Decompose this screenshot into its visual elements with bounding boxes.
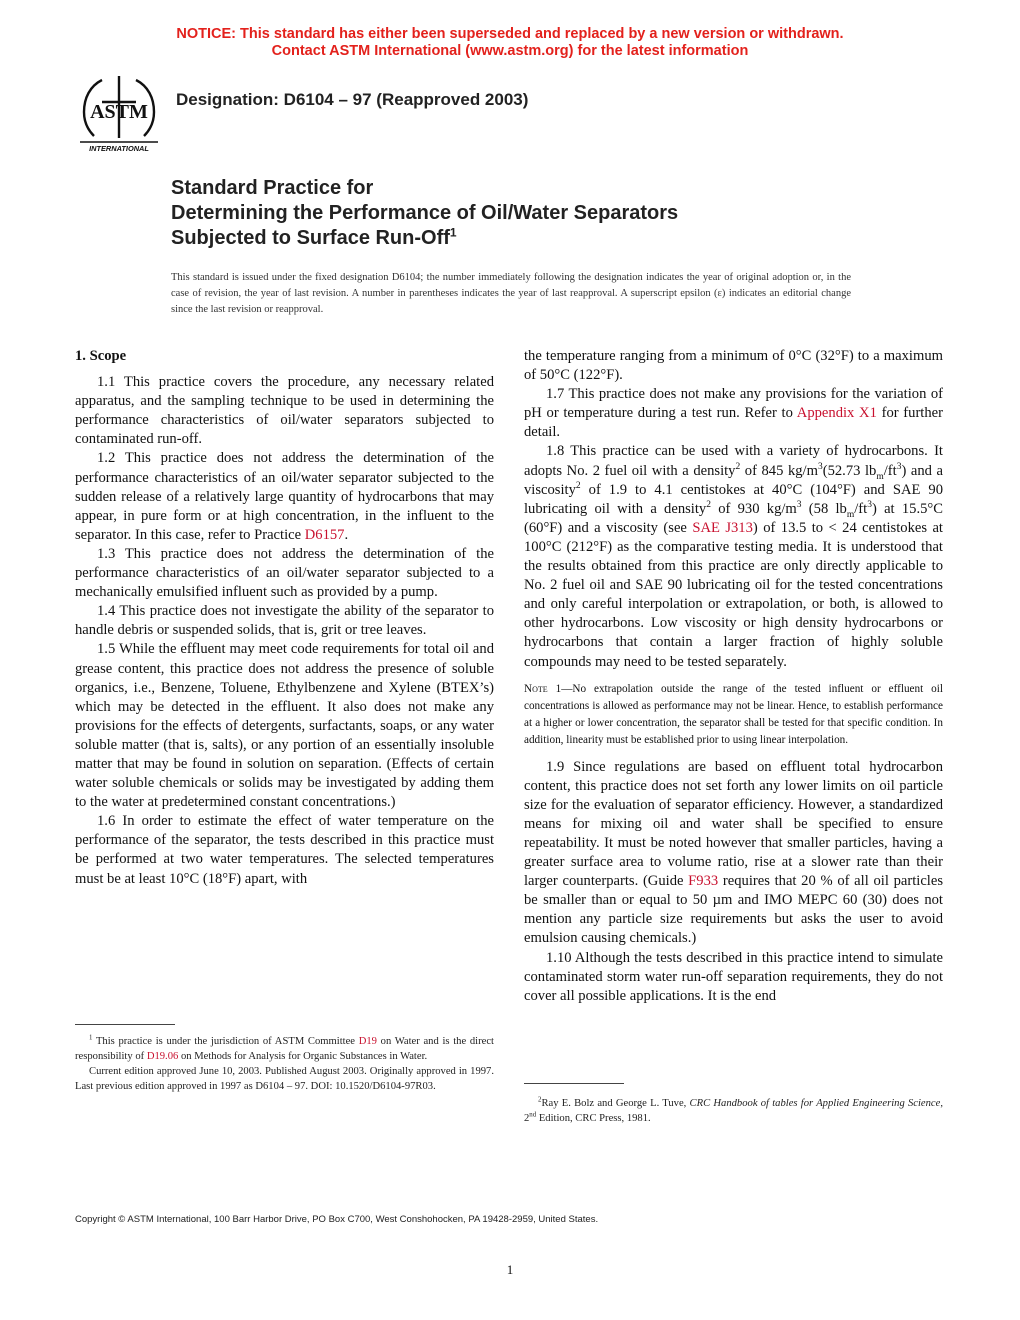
title-line-1: Standard Practice for bbox=[171, 177, 374, 199]
title-line-2: Determining the Performance of Oil/Water Separators bbox=[171, 202, 679, 224]
document-title bbox=[171, 176, 678, 251]
notice-line-1: NOTICE: This standard has either been superseded and replaced by a new version or withdrawn. bbox=[176, 26, 844, 42]
section-heading-scope: 1. Scope bbox=[75, 348, 127, 364]
paragraph-1-4: 1.4 This practice does not investigate the ability of the separator to handle debris or suspended solids, that is, grit or tree leaves. bbox=[75, 603, 494, 639]
link-d19[interactable]: D19 bbox=[358, 1036, 377, 1047]
paragraph-1-7: 1.7 This practice does not make any provisions for the variation of pH or temperature during a test run. Refer to Appendix X1 for further detail. bbox=[524, 386, 943, 441]
paragraph-1-2: 1.2 This practice does not address the determination of the performance characteristics of an oil/water separator subjected to the sudden release of a relatively large quantity of hydrocarbons that may appear, in pure form or at high concentration, in the influent to the separator. In this case, refer to Practice D6157. bbox=[75, 450, 494, 543]
copyright-line: Copyright © ASTM International, 100 Barr Harbor Drive, PO Box C700, West Conshohocken, PA 19428-2959, United States. bbox=[75, 1214, 599, 1225]
astm-logo bbox=[76, 72, 162, 154]
link-d6157[interactable]: D6157 bbox=[304, 526, 345, 543]
intro-paragraph: This standard is issued under the fixed designation D6104; the number immediately following the designation indicates the year of original adoption or, in the case of revision, the year of last revision. A number in parentheses indicates the year of last reapproval. A superscript epsilon (ε) indicates an editorial change since the last revision or reapproval. bbox=[171, 272, 851, 315]
link-appendix-x1[interactable]: Appendix X1 bbox=[796, 405, 877, 422]
right-column bbox=[524, 347, 943, 1006]
paragraph-1-6: 1.6 In order to estimate the effect of water temperature on the performance of the separator, the tests described in this practice must be performed at two water temperatures. The selected temperatures must be at least 10°C (18°F) apart, with bbox=[75, 813, 494, 887]
paragraph-1-5: 1.5 While the effluent may meet code requirements for total oil and grease content, this practice does not address the presence of soluble organics, i.e., Benzene, Toluene, Ethylbenzene and Xylene (BTEX’s) which may be detected in the effluent. It also does not make any provisions for the effects of detergents, surfactants, soaps, or any water soluble matter (that is, salts), or any portion of an essentially insoluble matter that may be found in solution on separation. (Effects of certain water soluble chemicals or solids may be investigated by adding them to the water at predetermined constant concentrations.) bbox=[75, 641, 494, 811]
paragraph-1-6-cont: the temperature ranging from a minimum of 0°C (32°F) to a maximum of 50°C (122°F). bbox=[524, 348, 943, 384]
footnote-2: $^2$Ray E. Bolz and George L. Tuve, CRC Handbook of tables for Applied Engineering Science, 2nd Edition, CRC Press, 1981. bbox=[524, 1096, 943, 1124]
note-1: Note 1—No extrapolation outside the range of the tested influent or effluent oil concentrations is allowed as performance may not be linear. Hence, to establish performance at a higher or lower concentration, the separator shall be tested for that specific condition. In addition, linearity must be established prior to using linear interpolation. bbox=[524, 682, 943, 746]
footnote-rule-left bbox=[75, 1024, 175, 1025]
left-column bbox=[75, 347, 494, 889]
footnote-1-edition: Current edition approved June 10, 2003. Published August 2003. Originally approved in 1997. Last previous edition approved in 1997 as D6104 – 97. DOI: 10.1520/D6104-97R03. bbox=[75, 1066, 494, 1092]
paragraph-1-3: 1.3 This practice does not address the determination of the performance characteristics of an oil/water separator subjected to a mechanically emulsified influent such as provided by a pump. bbox=[75, 545, 494, 601]
page-number: 1 bbox=[506, 1262, 514, 1277]
paragraph-1-8: 1.8 This practice can be used with a variety of hydrocarbons. It adopts No. 2 fuel oil with a density$^2$ of 845 $kg/m^3(52.73$ $lb_m/ft^3$) and a viscosity$^2$ of 1.9 to 4.1 centistokes at 40°C (104°F) and SAE 90 lubricating oil with a density$^2$ of 930 $kg/m^3$ (58 $lb_m/ft^3$) at 15.5°C (60°F) and a viscosity (see SAE J313) of 13.5 to < 24 centistokes at 100°C (212°F) as the comparative testing media. It is understood that the results obtained from this practice are only directly applicable to No. 2 fuel oil and SAE 90 lubricating oil for the tested concentrations and only careful interpolation or extrapolation, or both, is allowed to other hydrocarbons. Low viscosity or high density hydrocarbons or hydrocarbons that contain a larger fraction of highly soluble compounds may need to be tested separately. bbox=[524, 443, 943, 670]
footnote-1: $^1$ This practice is under the jurisdiction of ASTM Committee D19 on Water and is the direct responsibility of D19.06 on Methods for Analysis for Organic Substances in Water. Current edition approved June 10, 2003. Published August 2003. Originally approved in 1997. Last previous edition approved in 1997 as D6104 – 97. DOI: 10.1520/D6104-97R03. bbox=[75, 1034, 494, 1092]
link-f933[interactable]: F933 bbox=[688, 873, 719, 890]
logo-letters: ASTM bbox=[90, 101, 148, 123]
link-d19-06[interactable]: D19.06 bbox=[146, 1051, 179, 1062]
notice-banner bbox=[0, 26, 1020, 60]
title-line-3: Subjected to Surface Run-Off bbox=[171, 227, 450, 249]
notice-line-2: Contact ASTM International (www.astm.org) for the latest information bbox=[271, 43, 749, 59]
paragraph-1-10: 1.10 Although the tests described in this practice intend to simulate contaminated storm water run-off separation requirements, they do not cover all possible applications. It is the end bbox=[524, 949, 943, 1004]
title-footnote-mark: 1 bbox=[449, 225, 457, 240]
logo-sub: INTERNATIONAL bbox=[89, 144, 149, 153]
paragraph-1-1: 1.1 This practice covers the procedure, any necessary related apparatus, and the sampling technique to be used in determining the performance characteristics of oil/water separators subjected to contaminated run-off. bbox=[75, 374, 494, 448]
paragraph-1-9: 1.9 Since regulations are based on effluent total hydrocarbon content, this practice does not set forth any lower limits on oil particle size for the evaluation of separator efficiency. However, a standardized means for mixing oil and water shall be specified to ensure repeatability. It must be noted however that smaller particles, having a greater surface area to volume ratio, rise at a slower rate than their larger counterparts. (Guide F933 requires that 20 % of all oil particles be smaller than or equal to 50 µm and IMO MEPC 60 (30) does not mention any particle size requirements but asks the user to avoid emulsion causing chemicals.) bbox=[524, 758, 944, 947]
designation: Designation: D6104 – 97 (Reapproved 2003) bbox=[176, 90, 529, 109]
link-sae-j313[interactable]: SAE J313 bbox=[692, 519, 753, 536]
footnote-rule-right bbox=[524, 1083, 624, 1084]
